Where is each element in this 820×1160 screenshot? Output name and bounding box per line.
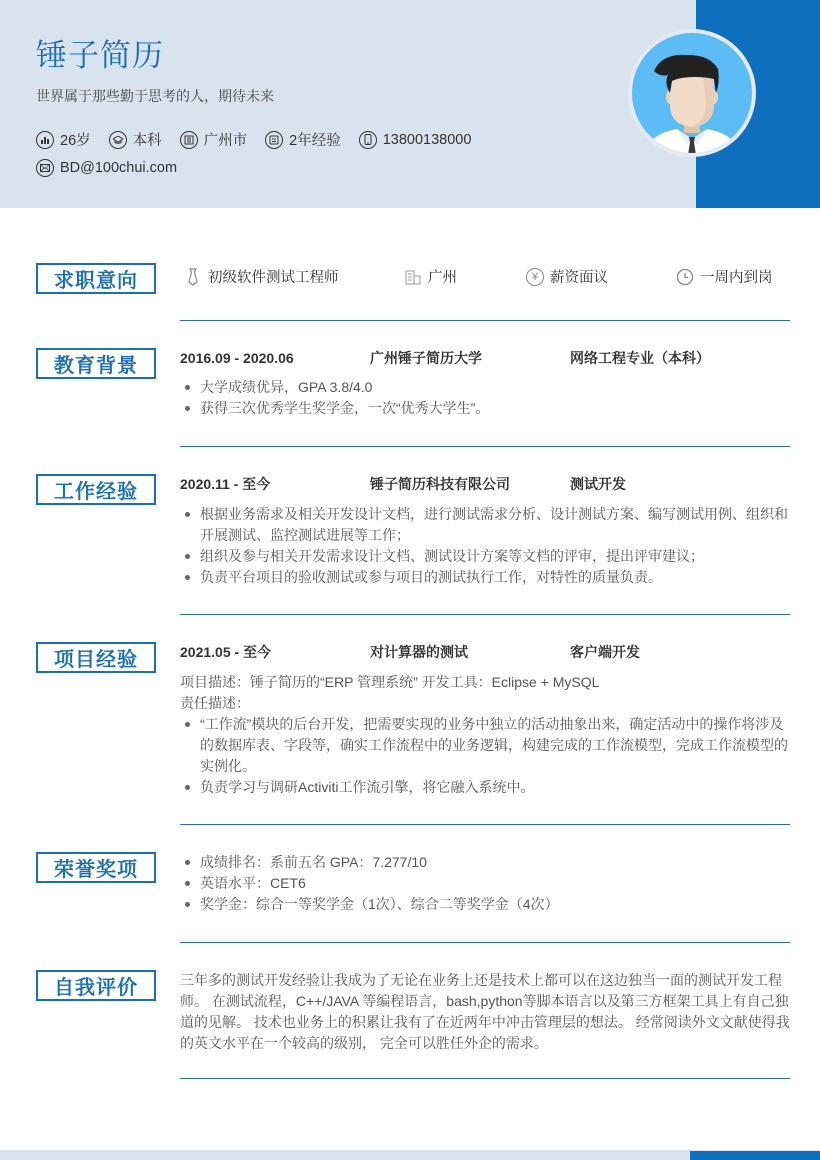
list-item: 奖学金：综合一等奖学金（1次）、综合二等奖学金（4次） — [180, 894, 790, 915]
self-evaluation-text: 三年多的测试开发经验让我成为了无论在业务上还是技术上都可以在这边独当一面的测试开发工程师。 在测试流程，C++/JAVA 等编程语言，bash,python等脚本语言以及第三方框架工具上有自己独道的见解。 技术也业务上的积累让我有了在近两年中冲击管理层的想法。 经常阅读外文文献使得我的英文水平在一个较高的级别， 完全可以胜任外企的需求。 — [180, 972, 790, 1051]
info-email — [36, 159, 177, 177]
personal-info-row-2 — [36, 159, 195, 177]
list-item: 成绩排名：系前五名 GPA：7.277/10 — [180, 852, 790, 873]
email-icon — [36, 159, 54, 177]
age-chart-icon — [36, 131, 54, 149]
honors-content — [180, 852, 790, 915]
tie-icon — [184, 268, 202, 286]
info-city-label: 广州市 — [203, 133, 248, 149]
education-cap-icon — [109, 131, 127, 149]
project-bullets — [180, 714, 790, 798]
list-item: 英语水平：CET6 — [180, 873, 790, 894]
list-item: 大学成绩优异，GPA 3.8/4.0 — [180, 377, 790, 398]
personal-info-row — [36, 129, 489, 150]
clock-icon — [676, 268, 694, 286]
info-age-label: 26岁 — [60, 133, 91, 149]
education-bullets — [180, 377, 790, 419]
info-education-label: 本科 — [132, 133, 162, 149]
divider — [180, 1078, 790, 1079]
intent-availability — [676, 266, 773, 287]
intent-position-label: 初级软件测试工程师 — [208, 270, 339, 286]
section-title-self: 自我评价 — [36, 970, 156, 1001]
education-period: 2016.09 - 2020.06 — [180, 350, 294, 366]
info-age — [36, 129, 91, 150]
divider — [180, 446, 790, 447]
job-intent-row — [184, 266, 790, 287]
honors-bullets — [180, 852, 790, 915]
yen-icon: ¥ — [526, 268, 544, 286]
project-role: 客户端开发 — [570, 644, 640, 660]
avatar — [628, 29, 756, 157]
list-item: 获得三次优秀学生奖学金，一次“优秀大学生”。 — [180, 398, 790, 419]
project-period: 2021.05 - 至今 — [180, 644, 272, 660]
info-email-label[interactable]: BD@100chui.com — [60, 160, 178, 176]
section-title-honors: 荣誉奖项 — [36, 852, 156, 883]
project-responsibility-label: 责任描述： — [180, 695, 250, 711]
motto: 世界属于那些勤于思考的人，期待未来 — [36, 88, 274, 104]
footer-accent — [690, 1151, 820, 1160]
section-title-work: 工作经验 — [36, 474, 156, 505]
info-experience-label: 2年经验 — [289, 133, 341, 149]
section-title-education: 教育背景 — [36, 348, 156, 379]
divider — [180, 320, 790, 321]
intent-position — [184, 266, 404, 287]
phone-icon — [359, 131, 377, 149]
list-item: 根据业务需求及相关开发设计文档，进行测试需求分析、设计测试方案、编写测试用例、组织和开展测试、监控测试进展等工作； — [180, 504, 790, 546]
list-item: 负责平台项目的验收测试或参与项目的测试执行工作，对特性的质量负责。 — [180, 567, 790, 588]
list-item: 负责学习与调研Activiti工作流引擎，将它融入系统中。 — [180, 777, 790, 798]
intent-salary — [526, 266, 676, 287]
avatar-illustration — [632, 33, 752, 153]
list-item: “工作流”模块的后台开发，把需要实现的业务中独立的活动抽象出来，确定活动中的操作将涉及的数据库表、字段等，确实工作流程中的业务逻辑，构建完成的工作流模型，完成工作流模型的实例化。 — [180, 714, 790, 777]
divider — [180, 942, 790, 943]
divider — [180, 824, 790, 825]
section-title-intent: 求职意向 — [36, 263, 156, 294]
location-building-icon — [180, 131, 198, 149]
education-content — [180, 348, 790, 419]
info-education — [109, 129, 162, 150]
intent-salary-label: 薪资面议 — [550, 270, 608, 286]
work-company: 锤子简历科技有限公司 — [370, 476, 510, 492]
work-header — [180, 474, 790, 495]
list-item: 组织及参与相关开发需求设计文档、测试设计方案等文档的评审，提出评审建议； — [180, 546, 790, 567]
intent-city-label: 广州 — [428, 270, 457, 286]
info-phone-label: 13800138000 — [382, 131, 472, 148]
work-period: 2020.11 - 至今 — [180, 476, 271, 492]
work-content — [180, 474, 790, 588]
info-experience — [265, 129, 341, 150]
project-header — [180, 642, 790, 663]
divider — [180, 614, 790, 615]
info-city — [180, 129, 248, 150]
work-role: 测试开发 — [570, 476, 626, 492]
building-icon — [404, 268, 422, 286]
education-school: 广州锤子简历大学 — [370, 350, 482, 366]
resume-name: 锤子简历 — [36, 38, 164, 73]
experience-list-icon — [265, 131, 283, 149]
project-name: 对计算器的测试 — [370, 644, 468, 660]
project-content — [180, 642, 790, 798]
intent-city — [404, 266, 526, 287]
intent-availability-label: 一周内到岗 — [700, 270, 773, 286]
info-phone — [359, 131, 472, 149]
education-header — [180, 348, 790, 369]
section-title-project: 项目经验 — [36, 642, 156, 673]
education-major: 网络工程专业（本科） — [570, 350, 710, 366]
project-description: 项目描述：锤子简历的“ERP 管理系统” 开发工具：Eclipse + MySQL — [180, 674, 600, 690]
work-bullets — [180, 504, 790, 588]
